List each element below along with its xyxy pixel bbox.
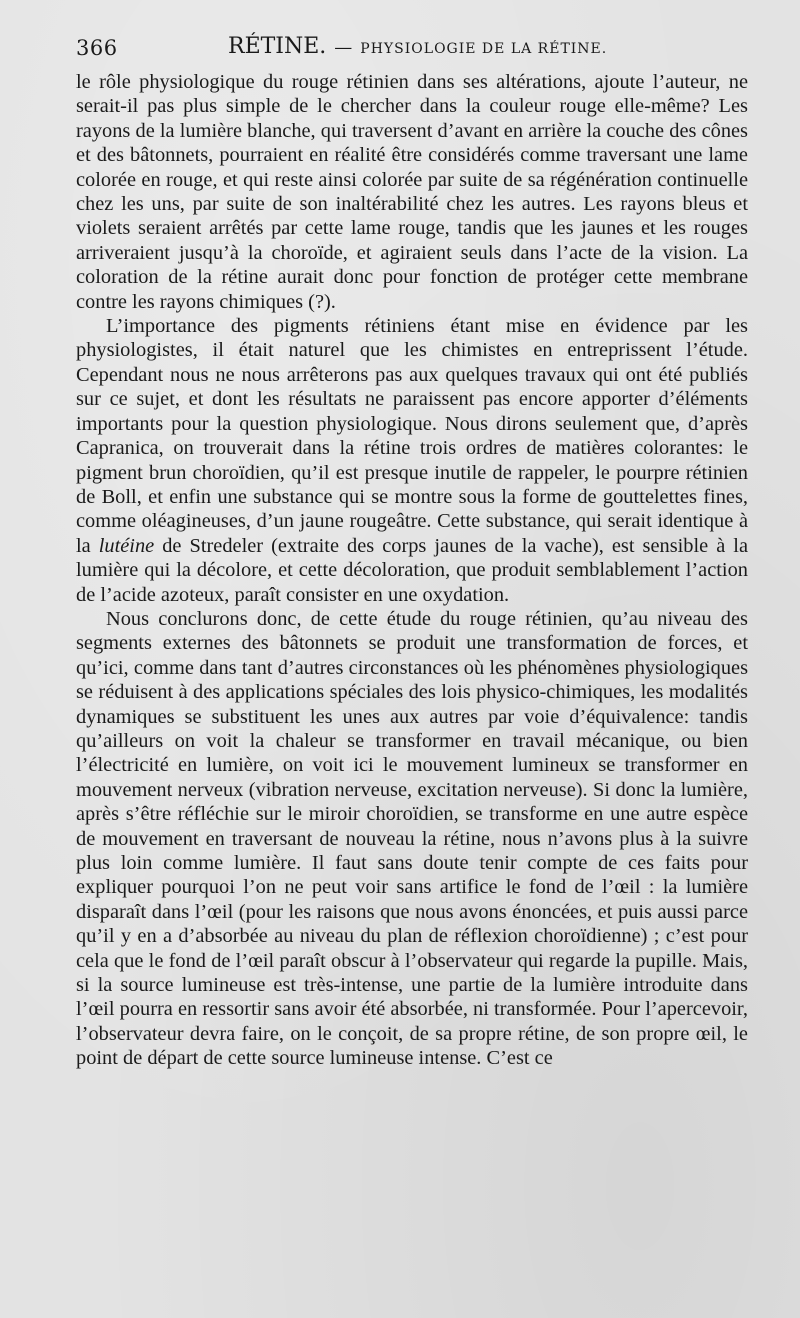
paragraph-2-italic-term: lutéine	[98, 534, 155, 557]
paragraph-1: le rôle physiologique du rouge rétinien dans ses altérations, ajoute l’auteur, ne serait-il pas plus simple de le chercher dans la couleur rouge elle-même? Les rayons de la lumière blanche, qui traversent d’avant en arrière la couche des cônes et des bâtonnets, pourraient en réalité être considérés comme traversant une lame colorée en rouge, et qui reste ainsi colorée par suite de sa régénération continuelle chez les uns, par suite de son inaltérabilité chez les autres. Les rayons bleus et violets seraient arrêtés par cette lame rouge, tandis que les jaunes et les rouges arriveraient jusqu’à la choroïde, et agiraient seuls dans l’acte de la vision. La coloration de la rétine aurait donc pour fonction de protéger cette membrane contre les rayons chimiques (?).	[76, 71, 748, 313]
body-text	[76, 70, 748, 1071]
paragraph-3: Nous conclurons donc, de cette étude du rouge rétinien, qu’au niveau des segments externes des bâtonnets se produit une transformation de forces, et qu’ici, comme dans tant d’autres circonstances où les phénomènes physiologiques se réduisent à des applications spéciales des lois physico-chimiques, les modalités dynamiques se substituent les unes aux autres par voie d’équivalence: tandis qu’ailleurs on voit la chaleur se transformer en travail mécanique, ou bien l’électricité en lumière, on voit ici le mouvement lumineux se transformer en mouvement nerveux (vibration nerveuse, excitation nerveuse). Si donc la lumière, après s’être réfléchie sur le miroir choroïdien, se transforme en une autre espèce de mouvement en traversant de nouveau la rétine, nous n’avons plus à la suivre plus loin comme lumière. Il faut sans doute tenir compte de ces faits pour expliquer pourquoi l’on ne peut voir sans artifice le fond de l’œil : la lumière disparaît dans l’œil (pour les raisons que nous avons énoncées, et puis aussi parce qu’il y en a d’absorbée au niveau du plan de réflexion choroïdienne) ; c’est pour cela que le fond de l’œil paraît obscur à l’observateur qui regarde la pupille. Mais, si la source lumineuse est très-intense, une partie de la lumière introduite dans l’œil pourra en ressortir sans avoir été absorbée, ni transformée. Pour l’apercevoir, l’observateur devra faire, on le conçoit, de sa propre rétine, de son propre œil, le point de départ de cette source lumineuse intense. C’est ce	[76, 607, 748, 1070]
running-head-separator: —	[334, 37, 353, 58]
running-head-subtitle: PHYSIOLOGIE DE LA RÉTINE.	[360, 41, 608, 57]
paragraph-2-text-after: de Stredeler (extraite des corps jaunes de la vache), est sensible à la lumière qui la décolore, et cette décoloration, que produit semblablement l’action de l’acide azoteux, paraît consister en une oxydation.	[76, 534, 748, 606]
running-head-title: RÉTINE.	[228, 34, 327, 59]
paragraph-2-text-before: L’importance des pigments rétiniens étant mise en évidence par les physiologistes, il était naturel que les chimistes en entreprissent l’étude. Cependant nous ne nous arrêterons pas aux quelques travaux qui ont été publiés sur ce sujet, et dont les résultats ne paraissent pas encore apporter d’éléments importants pour la question physiologique. Nous dirons seulement que, d’après Capranica, on trouverait dans la rétine trois ordres de matières colorantes: le pigment brun choroïdien, qu’il est presque inutile de rappeler, le pourpre rétinien de Boll, et enfin une substance qui se montre sous la forme de gouttelettes fines, comme oléagineuses, d’un jaune rougeâtre. Cette substance, qui serait identique à la	[76, 315, 748, 557]
running-header	[76, 34, 748, 64]
running-head	[228, 34, 607, 59]
page-number: 366	[76, 36, 118, 60]
paragraph-2	[76, 314, 748, 607]
